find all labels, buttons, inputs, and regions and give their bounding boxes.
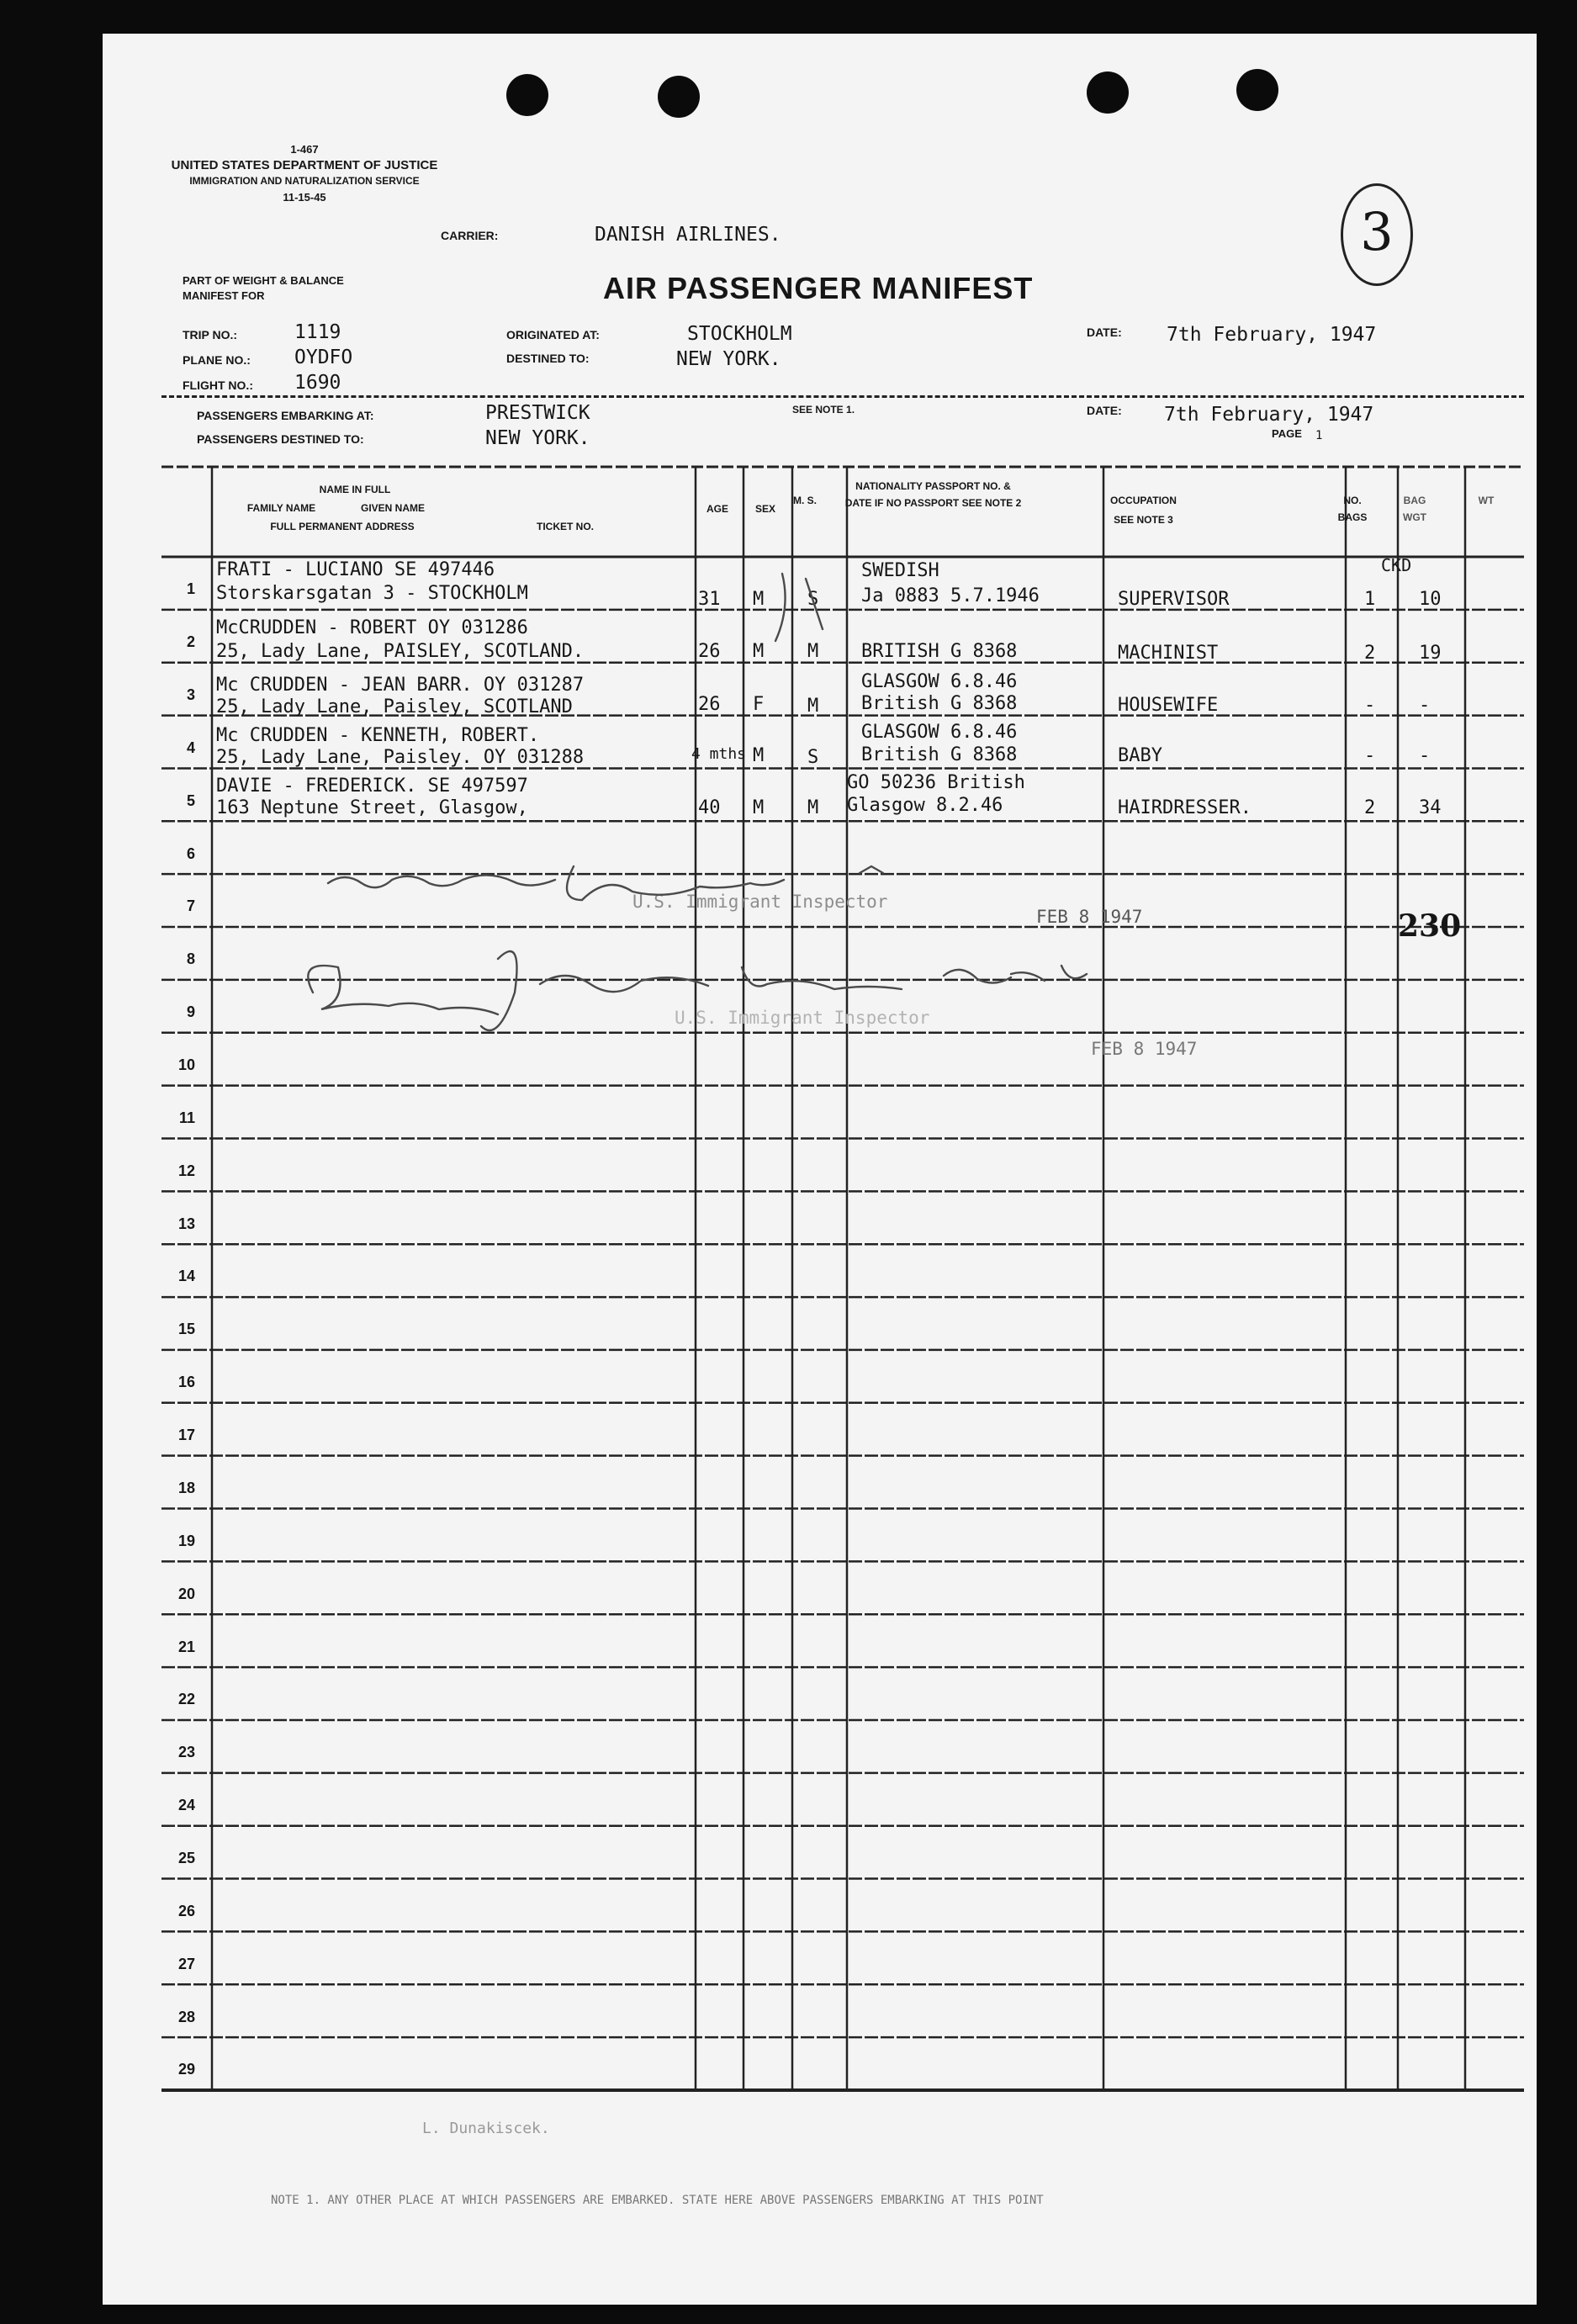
col-family-name: FAMILY NAME [246, 502, 316, 514]
line-number: 28 [177, 2008, 195, 2025]
page-label: PAGE [1272, 427, 1302, 440]
passenger-occupation: HAIRDRESSER. [1118, 797, 1252, 818]
inspector-stamp-date: FEB 8 1947 [1036, 907, 1143, 927]
passenger-nationality: GLASGOW 6.8.46 [861, 722, 1018, 743]
flight-label: FLIGHT NO.: [183, 379, 253, 392]
line-number: 11 [178, 1109, 195, 1126]
col-occupation: OCCUPATION [1110, 495, 1177, 506]
plane-label: PLANE NO.: [183, 353, 251, 367]
part-of-line2: MANIFEST FOR [183, 289, 265, 302]
destined-label: DESTINED TO: [506, 352, 590, 365]
passenger-age: 40 [698, 797, 721, 818]
passengers-destined-value: NEW YORK. [485, 427, 590, 449]
flight-value: 1690 [294, 372, 341, 394]
line-number: 12 [177, 1162, 195, 1179]
form-date-code: 11-15-45 [283, 191, 326, 204]
passenger-nationality: GLASGOW 6.8.46 [861, 671, 1018, 692]
checked-mark: CKD [1381, 555, 1412, 575]
embarking-value: PRESTWICK [485, 402, 590, 424]
carrier-label: CARRIER: [441, 229, 499, 242]
circled-page-mark: 3 [1341, 183, 1413, 286]
line-number: 29 [177, 2061, 195, 2078]
passenger-weight: - [1419, 745, 1431, 766]
date2-value: 7th February, 1947 [1164, 404, 1374, 426]
passenger-address: Storskarsgatan 3 - STOCKHOLM [216, 583, 528, 604]
service-name: IMMIGRATION AND NATURALIZATION SERVICE [189, 175, 420, 187]
manifest-sheet [103, 34, 1537, 2305]
passenger-passport: BRITISH G 8368 [861, 641, 1018, 662]
passenger-sex: M [753, 745, 765, 766]
trip-value: 1119 [294, 321, 341, 343]
passenger-address: 25, Lady Lane, Paisley, SCOTLAND [216, 696, 573, 717]
line-number: 5 [186, 791, 195, 809]
passenger-weight: 19 [1419, 643, 1442, 664]
date-label: DATE: [1087, 326, 1122, 339]
passenger-address: 25, Lady Lane, PAISLEY, SCOTLAND. [216, 641, 585, 662]
passenger-bags: 1 [1364, 589, 1376, 610]
line-number: 26 [177, 1902, 195, 1919]
passenger-sex: F [753, 694, 765, 715]
carrier-value: DANISH AIRLINES. [595, 224, 781, 246]
line-number: 9 [186, 1003, 195, 1021]
line-number: 6 [186, 844, 195, 862]
passenger-sex: M [753, 641, 765, 662]
passenger-passport: British G 8368 [861, 693, 1018, 714]
line-number: 24 [177, 1797, 195, 1814]
handwritten-notes [103, 34, 1537, 2305]
passenger-occupation: BABY [1118, 745, 1162, 766]
passenger-age: 26 [698, 641, 721, 662]
line-number: 25 [177, 1849, 195, 1866]
col-sex: SEX [754, 503, 775, 515]
col-name-in-full: NAME IN FULL [319, 484, 391, 495]
passengers-destined-label: PASSENGERS DESTINED TO: [197, 432, 364, 446]
passenger-bags: - [1364, 745, 1376, 766]
line-number: 4 [186, 738, 195, 756]
line-number: 10 [177, 1056, 195, 1074]
passenger-weight: 10 [1419, 589, 1442, 610]
embarking-label: PASSENGERS EMBARKING AT: [197, 409, 374, 422]
agency-name: UNITED STATES DEPARTMENT OF JUSTICE [171, 158, 438, 172]
passenger-age: 31 [698, 589, 721, 610]
passenger-bags: - [1364, 695, 1376, 716]
line-number: 17 [177, 1427, 195, 1444]
passenger-sex: M [753, 797, 765, 818]
passenger-ms: S [807, 589, 819, 610]
passenger-occupation: SUPERVISOR [1118, 589, 1230, 610]
col-age: AGE [706, 503, 728, 515]
passenger-passport: British G 8368 [861, 744, 1018, 765]
passenger-address: 25, Lady Lane, Paisley. OY 031288 [216, 747, 585, 768]
line-number: 1 [186, 580, 195, 598]
passenger-age: 4 mths [691, 745, 747, 763]
originated-label: ORIGINATED AT: [506, 328, 600, 341]
line-number: 3 [186, 686, 195, 703]
passenger-ms: S [807, 747, 819, 768]
passenger-passport: Ja 0883 5.7.1946 [861, 585, 1040, 606]
passenger-weight: 34 [1419, 797, 1442, 818]
line-number: 21 [177, 1638, 195, 1655]
originated-value: STOCKHOLM [687, 323, 792, 345]
passenger-name: Mc CRUDDEN - JEAN BARR. OY 031287 [216, 675, 585, 696]
col-given-name: GIVEN NAME [360, 502, 425, 514]
date2-label: DATE: [1087, 404, 1122, 417]
passenger-name: Mc CRUDDEN - KENNETH, ROBERT. [216, 725, 540, 746]
passenger-nationality: SWEDISH [861, 560, 939, 581]
date-value: 7th February, 1947 [1167, 324, 1377, 346]
form-title: AIR PASSENGER MANIFEST [603, 271, 1034, 305]
footer-note: NOTE 1. ANY OTHER PLACE AT WHICH PASSENGERS ARE EMBARKED. STATE HERE ABOVE PASSENGERS EMBARKING AT THIS POINT [271, 2194, 1044, 2207]
form-number: 1-467 [290, 143, 319, 156]
inspector-stamp: U.S. Immigrant Inspector [632, 892, 888, 912]
passenger-weight: - [1419, 695, 1431, 716]
passenger-name: McCRUDDEN - ROBERT OY 031286 [216, 617, 528, 638]
line-number: 20 [177, 1585, 195, 1602]
passenger-name: FRATI - LUCIANO SE 497446 [216, 559, 495, 580]
line-number: 14 [177, 1268, 195, 1285]
signature-line: L. Dunakiscek. [422, 2120, 550, 2137]
passenger-ms: M [807, 797, 819, 818]
line-number: 19 [177, 1532, 195, 1549]
page-number: 1 [1315, 429, 1323, 442]
inspector-stamp-date: FEB 8 1947 [1091, 1039, 1198, 1059]
passenger-ms: M [807, 641, 819, 662]
col-address: FULL PERMANENT ADDRESS [270, 521, 415, 532]
line-number: 7 [186, 897, 195, 915]
passenger-name: DAVIE - FREDERICK. SE 497597 [216, 776, 528, 797]
line-number: 8 [186, 950, 195, 968]
col-ticket: TICKET NO. [537, 521, 594, 532]
destined-value: NEW YORK. [676, 348, 781, 370]
inspector-stamp: U.S. Immigrant Inspector [675, 1008, 930, 1028]
line-number: 23 [177, 1744, 195, 1761]
passenger-passport: Glasgow 8.2.46 [847, 795, 1003, 816]
passenger-occupation: HOUSEWIFE [1118, 695, 1219, 716]
col-occupation-note: SEE NOTE 3 [1114, 514, 1173, 526]
passenger-bags: 2 [1364, 797, 1376, 818]
col-marital-status: M. S. [792, 495, 817, 506]
col-wt: WT [1478, 495, 1495, 506]
passenger-address: 163 Neptune Street, Glasgow, [216, 797, 528, 818]
line-number: 27 [177, 1955, 195, 1972]
passenger-occupation: MACHINIST [1118, 643, 1219, 664]
col-bag-weight: BAG WGT [1403, 495, 1426, 523]
line-number: 15 [177, 1321, 195, 1338]
part-of-line1: PART OF WEIGHT & BALANCE [183, 274, 344, 287]
trip-label: TRIP NO.: [183, 328, 238, 341]
line-number: 13 [177, 1215, 195, 1232]
col-nationality: NATIONALITY PASSPORT NO. & DATE IF NO PASSPORT SEE NOTE 2 [844, 480, 1022, 509]
col-bags: NO. BAGS [1337, 495, 1368, 523]
line-number: 22 [177, 1691, 195, 1708]
see-note-1: SEE NOTE 1. [792, 404, 855, 416]
line-number: 16 [177, 1374, 195, 1391]
passenger-ms: M [807, 696, 819, 717]
passenger-nationality: GO 50236 British [847, 772, 1025, 793]
passenger-bags: 2 [1364, 643, 1376, 664]
total-weight: 230 [1398, 908, 1462, 944]
line-number: 18 [177, 1479, 195, 1496]
passenger-sex: M [753, 589, 765, 610]
passenger-age: 26 [698, 694, 721, 715]
plane-value: OYDFO [294, 347, 353, 368]
line-number: 2 [186, 633, 195, 651]
